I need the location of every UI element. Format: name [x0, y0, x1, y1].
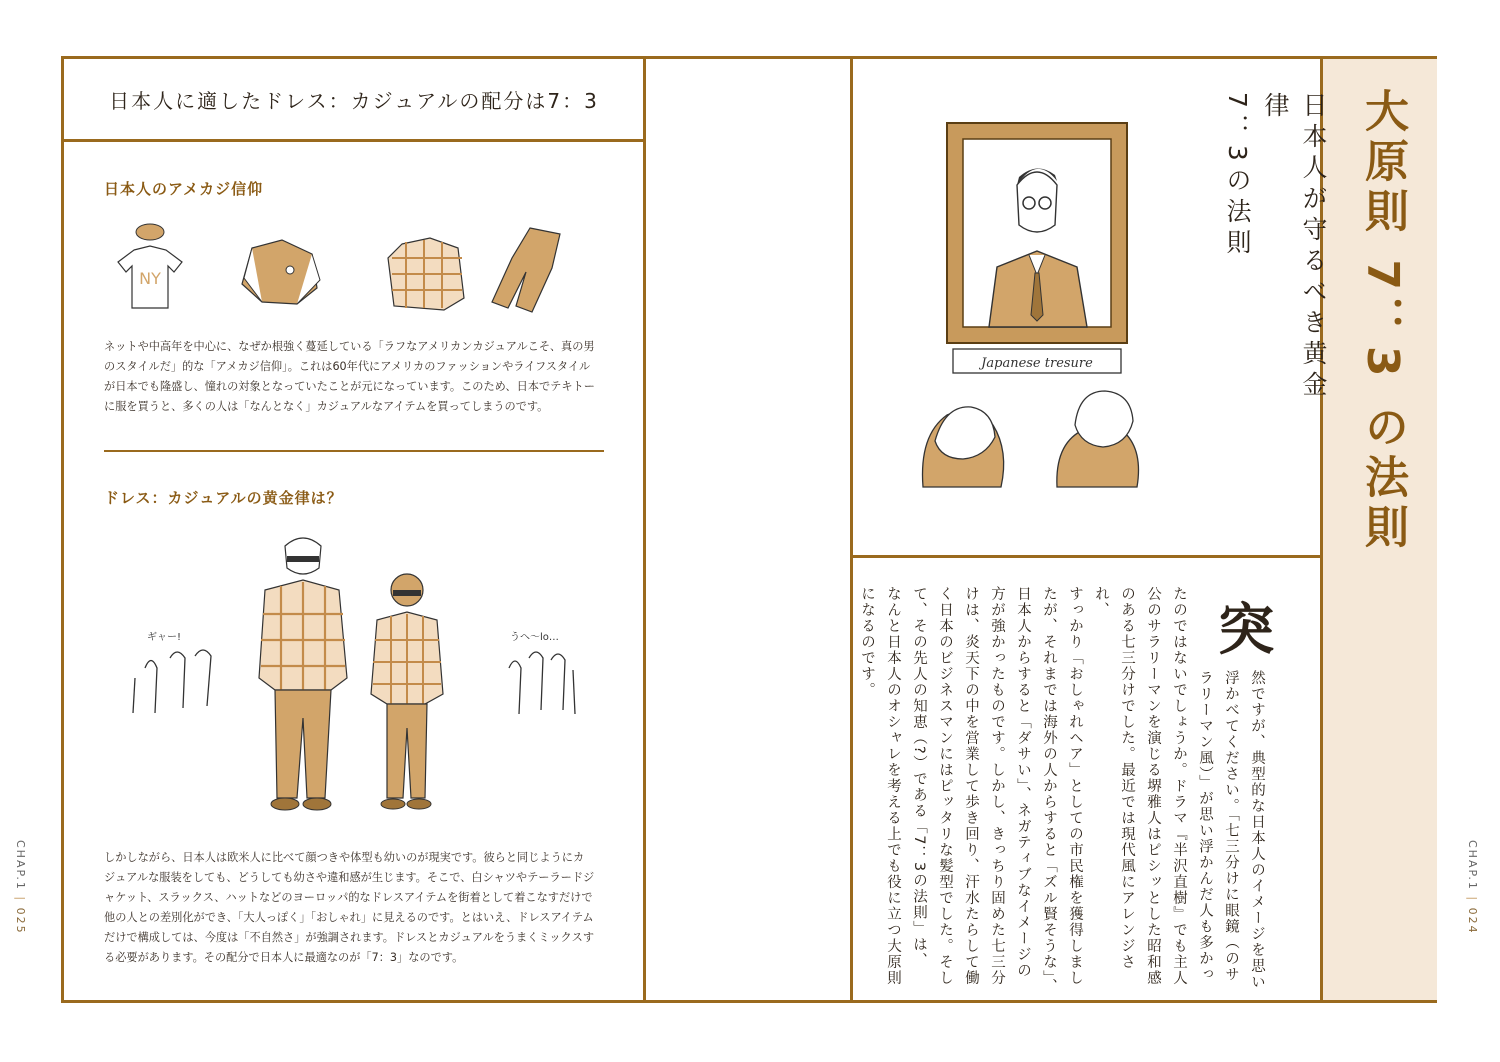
portrait-caption: Japanese tresure	[981, 356, 1093, 371]
section-divider	[104, 450, 604, 452]
section-heading-golden-ratio: ドレス：カジュアルの黄金律は？	[104, 489, 343, 507]
section-heading-amekaji: 日本人のアメカジ信仰	[104, 180, 264, 198]
body-column: 方が強かったものです。しかし、きっちり固めた七三分	[989, 586, 1005, 986]
left-chap-label: CHAP.1	[14, 840, 27, 891]
body-column: 浮かべてください。「七三分けに眼鏡（のサ	[1223, 670, 1239, 983]
tall-man-illustration	[259, 538, 347, 810]
body-column: て、その先人の知恵（?）である「7：3の法則」は、	[911, 586, 927, 969]
varsity-jacket-illustration	[242, 240, 320, 304]
paragraph-line: ネットや中高年を中心に、なぜか根強く蔓延している「ラフなアメリカンカジュアルこそ、真の男	[104, 340, 595, 353]
paragraph-line: ジュアルな服装をしても、どうしても幼さや違和感が生じます。そこで、白シャツやテーラードジ	[104, 871, 595, 884]
body-column: 然ですが、典型的な日本人のイメージを思い	[1249, 670, 1265, 990]
right-page-label: CHAP.1 | 024	[1466, 840, 1479, 935]
body-column: ラリーマン風）」が思い浮かんだ人も多かっ	[1197, 670, 1213, 983]
right-page-number: 024	[1466, 907, 1479, 935]
right-page-divider	[853, 555, 1321, 558]
subtitle-line: 7：3の法則	[1223, 92, 1252, 260]
paragraph-line: だけで構成しては、今度は「不自然さ」が強調されます。ドレスとカジュアルをうまくミックスす	[104, 931, 595, 944]
paragraph-line: る必要があります。その配分で日本人に最適なのが「7：3」なのです。	[104, 951, 464, 964]
men-outfit-illustration	[125, 528, 585, 828]
paragraph-line: に服を買うと、多くの人は「なんとなく」カジュアルなアイテムを買ってしまうのです。	[104, 400, 549, 413]
cap-letters: NY	[139, 269, 161, 288]
paragraph-line: ャケット、スラックス、ハットなどのヨーロッパ的なドレスアイテムを街着として着こなすだけで	[104, 891, 593, 904]
body-column: けは、炎天下の中を営業して歩き回り、汗水たらして働	[963, 586, 979, 986]
short-man-illustration	[371, 574, 443, 809]
chino-pants-illustration	[492, 228, 560, 312]
left-page-number: 025	[14, 907, 27, 935]
crowd-right-exclaim: うへ～lo…	[510, 632, 559, 643]
left-crowd-illustration	[133, 631, 211, 713]
body-column: 公のサラリーマンを演じる堺雅人はピシッとした昭和感	[1145, 586, 1161, 986]
clothing-illustrations	[112, 218, 582, 318]
crowd-left-exclaim: ギャー!	[147, 632, 182, 643]
vertical-subtitle	[1218, 92, 1332, 422]
body-column: く日本のビジネスマンにはピッタリな髪型でした。そし	[937, 586, 953, 986]
portrait-frame-illustration	[905, 115, 1155, 495]
body-column: なんと日本人のオシャレを考える上でも役に立つ大原則	[885, 586, 901, 986]
subtitle-line: 日本人が守るべき黄金律	[1261, 92, 1328, 402]
section1-paragraph	[104, 337, 609, 417]
left-page-label: CHAP.1 | 025	[14, 840, 27, 935]
paragraph-line: 他の人との差別化ができ、「大人っぽく」「おしゃれ」に見えるのです。とはいえ、ドレスアイテム	[104, 911, 594, 924]
divider-left-page	[643, 56, 646, 1003]
page-header-title: 日本人に適したドレス：カジュアルの配分は7：3	[109, 88, 599, 113]
chapter-title: 大原則 7：3 の法則	[1357, 88, 1408, 554]
paragraph-line: しかしながら、日本人は欧米人に比べて顔つきや体型も幼いのが現実です。彼らと同じようにカ	[104, 851, 585, 864]
right-chap-label: CHAP.1	[1466, 840, 1479, 891]
tshirt-illustration	[118, 224, 182, 308]
plaid-shirt-illustration	[388, 238, 464, 310]
right-crowd-illustration	[509, 631, 575, 714]
body-column: になるのです。	[859, 586, 875, 698]
divider-center	[850, 56, 853, 1003]
vertical-body-text	[859, 586, 1270, 996]
drop-cap: 突	[1218, 598, 1274, 663]
body-column: のある七三分けでした。最近では現代風にアレンジされ、	[1093, 586, 1135, 970]
body-column: たのではないでしょうか。ドラマ『半沢直樹』でも主人	[1171, 586, 1187, 986]
paragraph-line: が日本でも隆盛し、憧れの対象となっていたことが元になっています。このため、日本でテキトー	[104, 380, 595, 393]
body-column: 日本人からすると「ダサい」、ネガティブなイメージの	[1015, 586, 1031, 979]
body-column: すっかり「おしゃれヘア」としての市民権を獲得しまし	[1067, 586, 1083, 986]
body-column: たが、それまでは海外の人からすると「ズル賢そうな」、	[1041, 586, 1057, 995]
paragraph-line: のスタイルだ」的な「アメカジ信仰」。これは60年代にアメリカのファッションやライフスタイル	[104, 360, 591, 373]
section2-paragraph	[104, 848, 609, 968]
